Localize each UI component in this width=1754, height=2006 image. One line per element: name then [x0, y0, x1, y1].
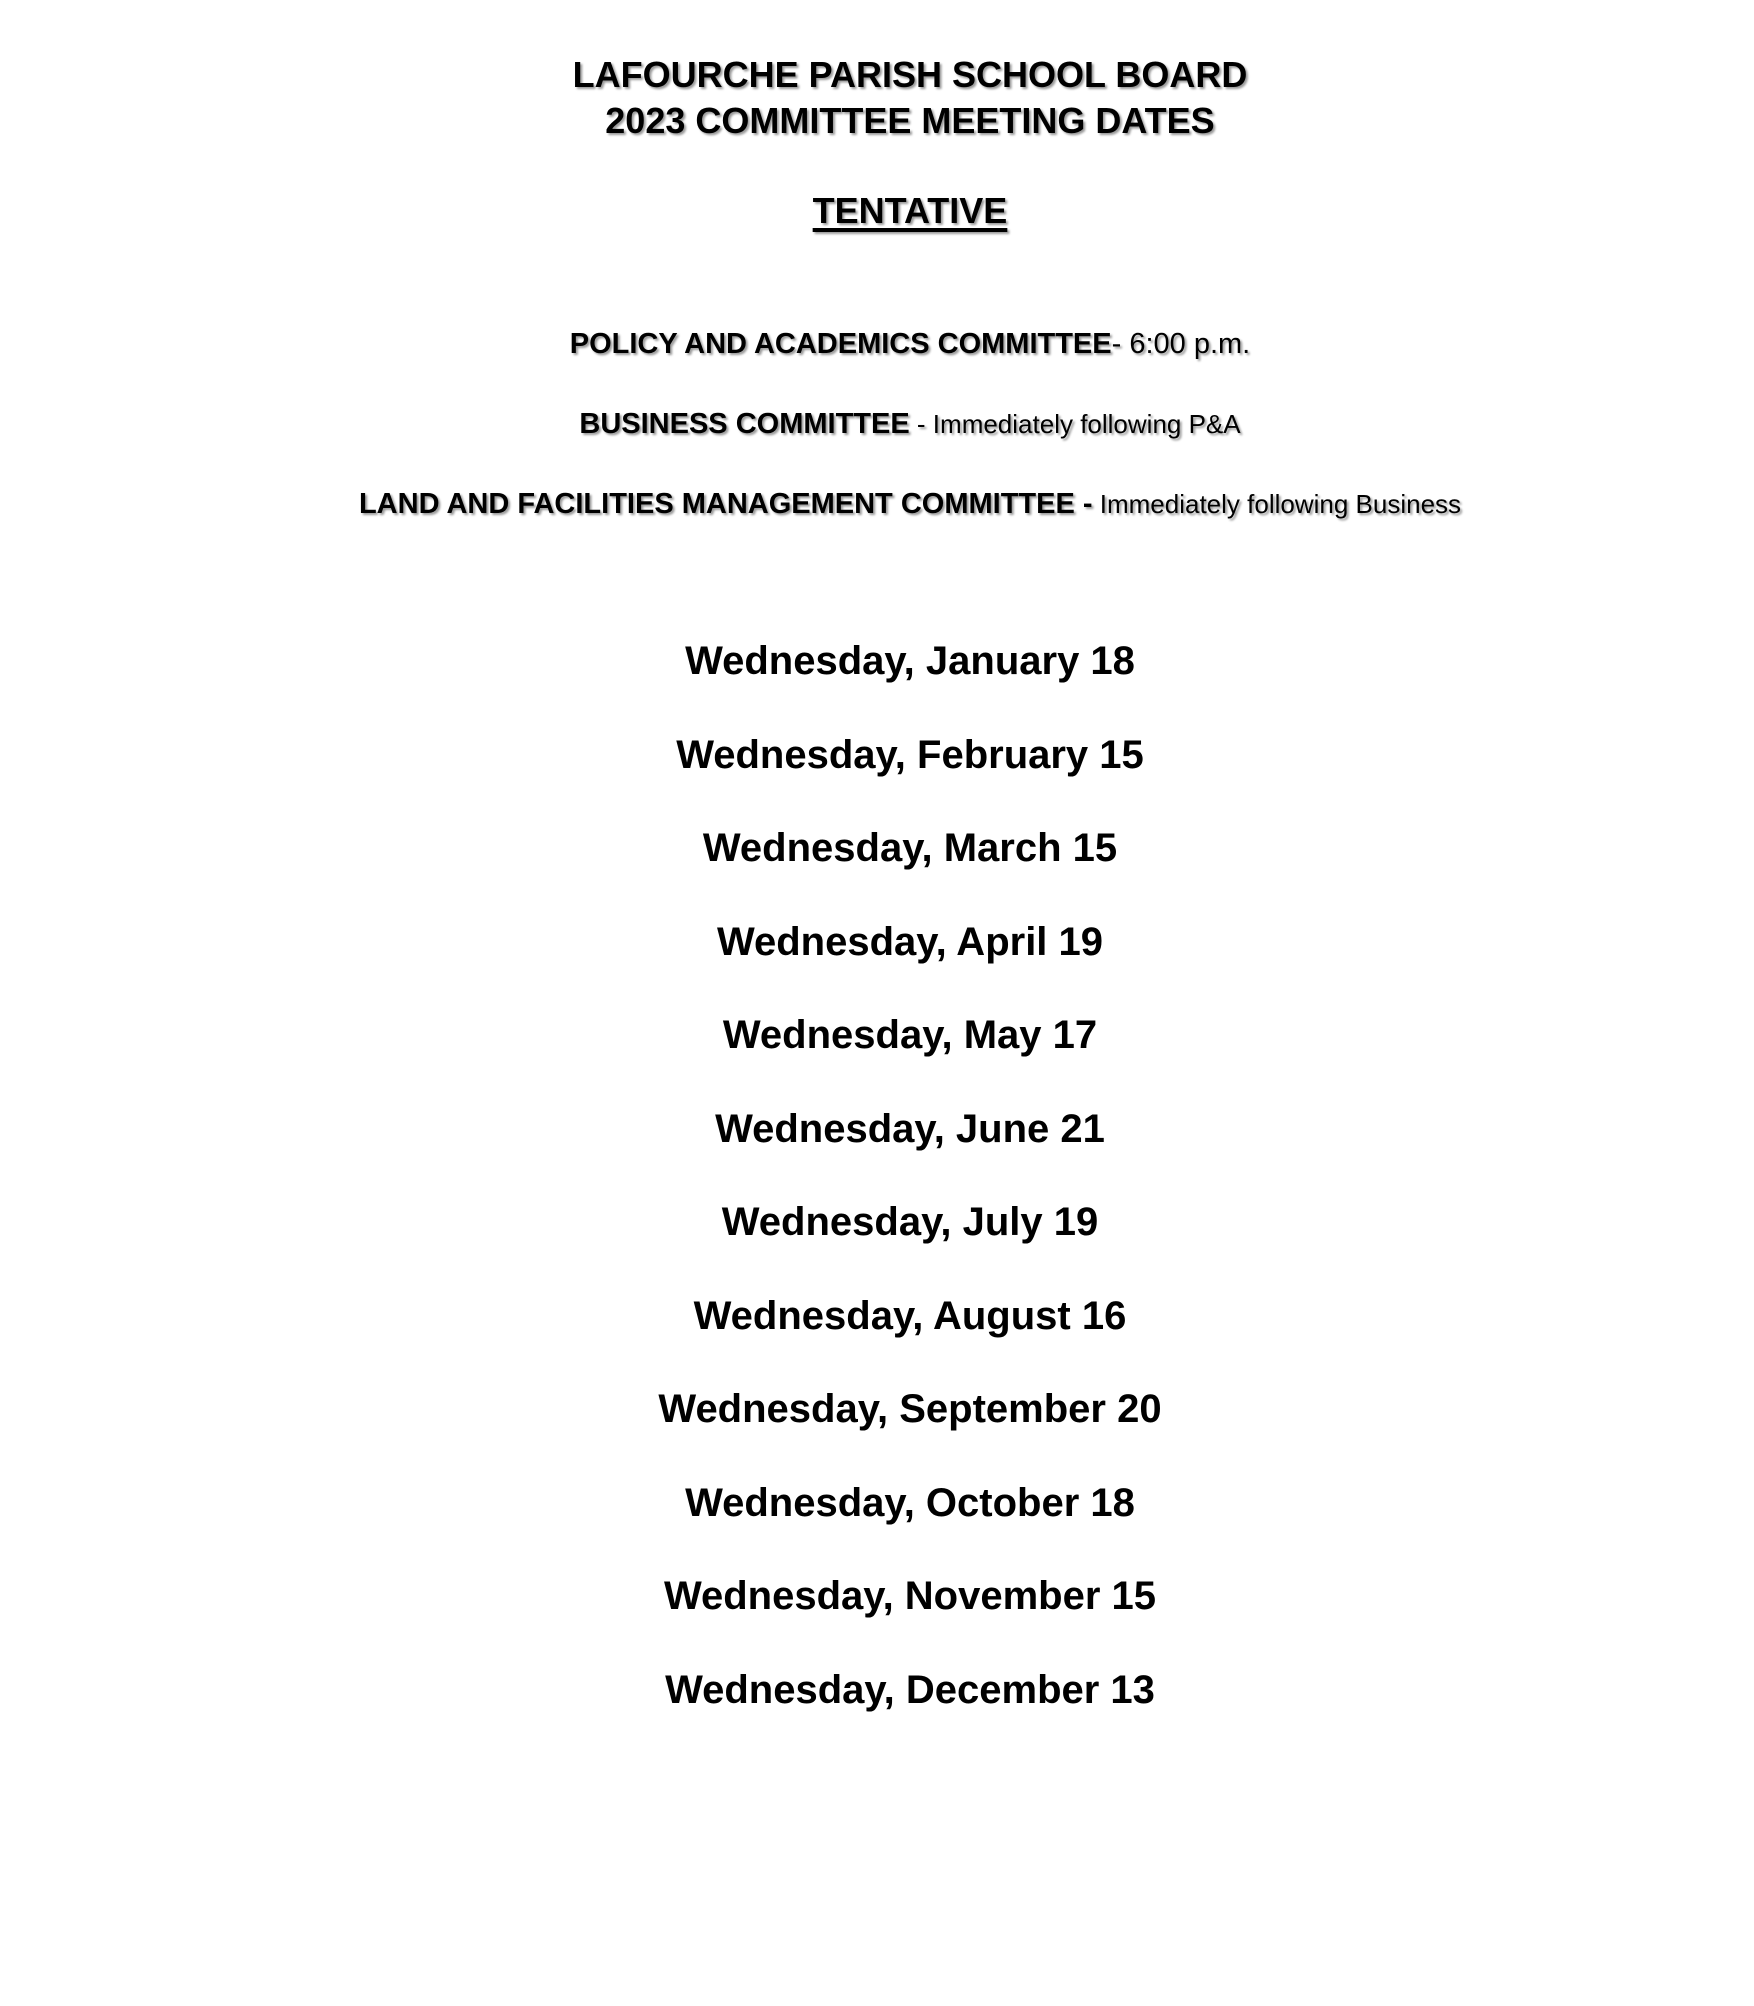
- committee-name: POLICY AND ACADEMICS COMMITTEE: [569, 328, 1112, 360]
- meeting-date: Wednesday, June 21: [715, 1106, 1105, 1151]
- meeting-date: Wednesday, December 13: [665, 1667, 1155, 1712]
- committee-policy-academics: [66, 328, 1754, 361]
- committee-time: - 6:00 p.m.: [1111, 328, 1251, 360]
- committee-time: Immediately following Business: [1092, 489, 1462, 519]
- document-subtitle: 2023 COMMITTEE MEETING DATES: [605, 100, 1215, 141]
- meeting-date: Wednesday, November 15: [663, 1574, 1157, 1618]
- meeting-date: Wednesday, March 15: [702, 826, 1118, 870]
- committee-name: BUSINESS COMMITTEE: [579, 408, 910, 440]
- meeting-date: Wednesday, January 18: [685, 639, 1135, 683]
- meeting-date: Wednesday, May 17: [722, 1013, 1098, 1057]
- meeting-date: Wednesday, August 16: [693, 1293, 1127, 1338]
- meeting-dates-list: [66, 638, 1754, 1760]
- meeting-date: Wednesday, October 18: [685, 1480, 1135, 1525]
- meeting-date: Wednesday, April 19: [716, 919, 1104, 964]
- document-title: LAFOURCHE PARISH SCHOOL BOARD: [572, 54, 1248, 95]
- committee-name: LAND AND FACILITIES MANAGEMENT COMMITTEE -: [358, 488, 1093, 520]
- committee-time: - Immediately following P&A: [909, 409, 1241, 439]
- meeting-date: Wednesday, February 15: [676, 732, 1144, 777]
- meeting-date: Wednesday, July 19: [721, 1200, 1099, 1244]
- tentative-label: TENTATIVE: [812, 190, 1008, 231]
- committee-business: [66, 408, 1754, 441]
- meeting-date: Wednesday, September 20: [658, 1387, 1162, 1431]
- committee-land-facilities: [66, 488, 1754, 521]
